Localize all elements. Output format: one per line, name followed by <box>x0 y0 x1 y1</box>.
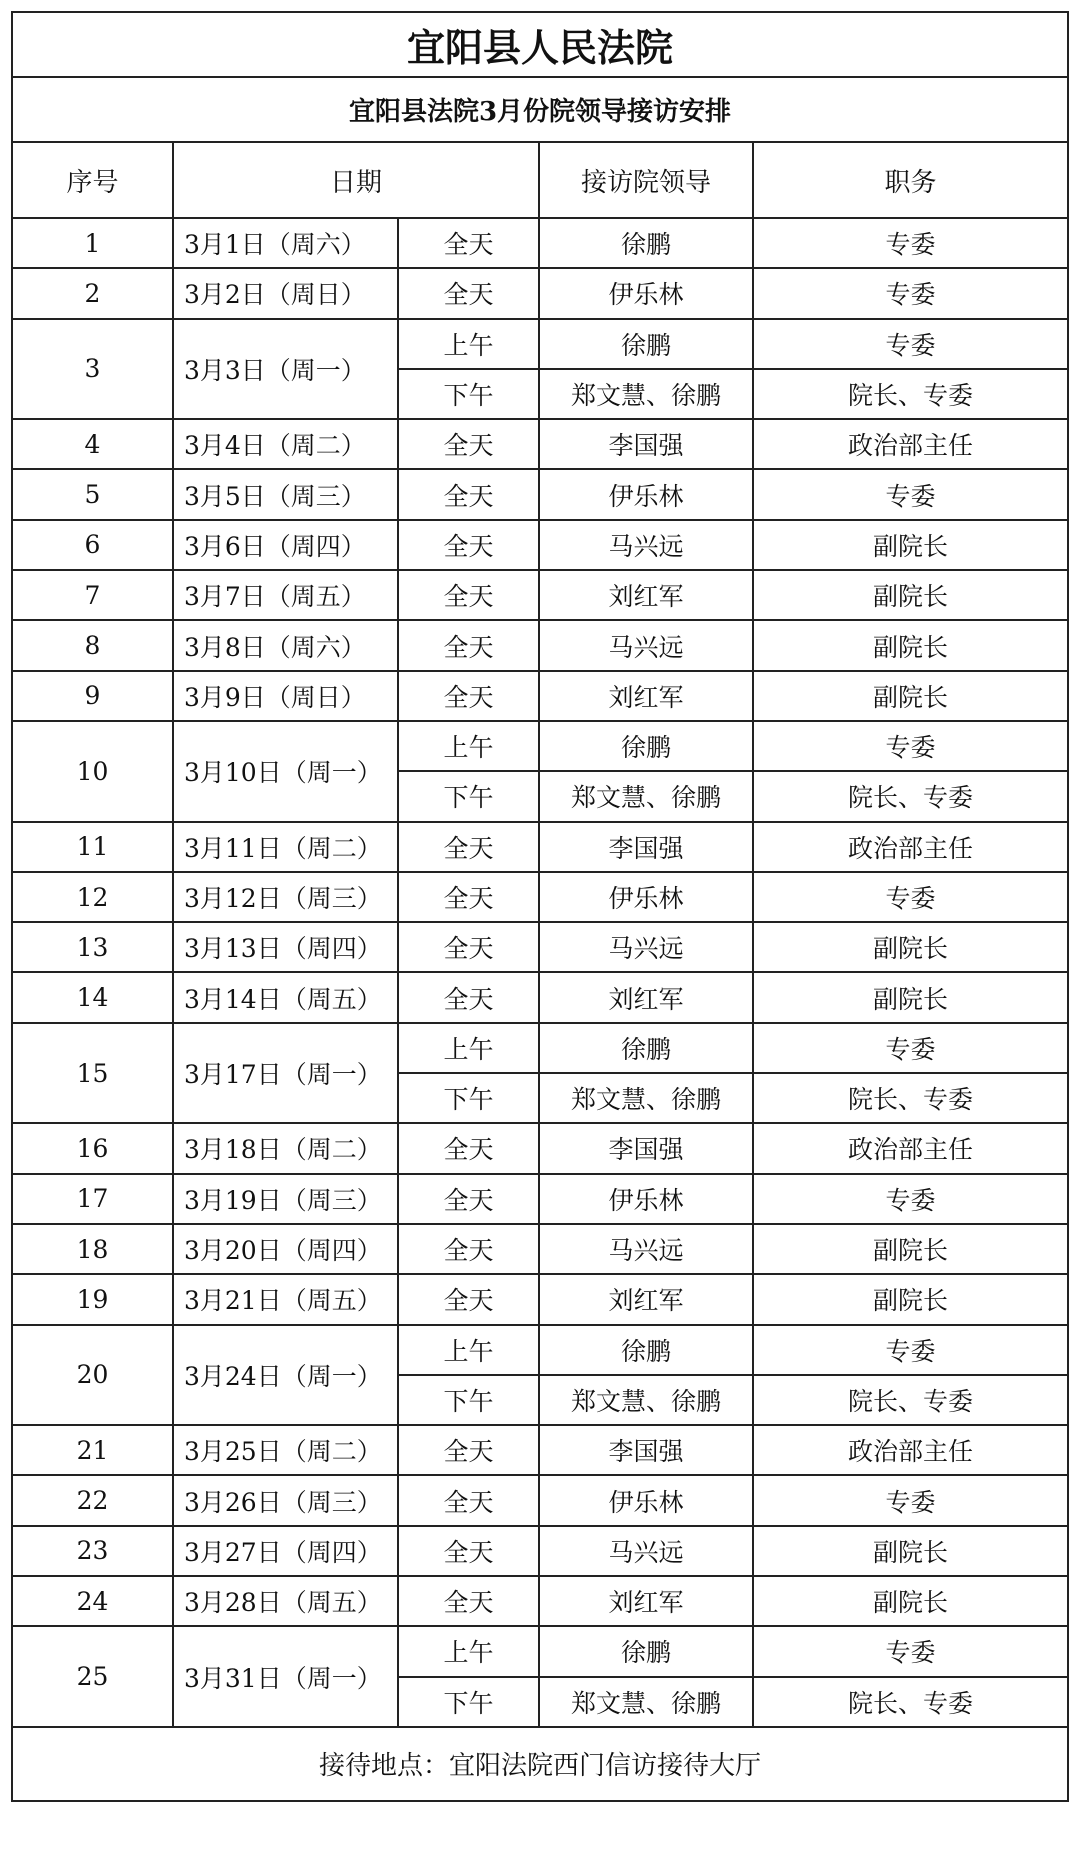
row-period: 全天 <box>398 419 539 469</box>
row-position: 专委 <box>753 872 1068 922</box>
row-leader: 刘红军 <box>539 1274 753 1324</box>
row-period: 上午 <box>398 721 539 771</box>
table-row <box>12 570 1068 620</box>
row-date: 3月21日（周五） <box>173 1274 398 1324</box>
row-number: 18 <box>12 1224 173 1274</box>
row-position: 副院长 <box>753 922 1068 972</box>
row-number: 6 <box>12 520 173 570</box>
row-leader: 马兴远 <box>539 922 753 972</box>
row-number: 8 <box>12 620 173 670</box>
row-number: 17 <box>12 1174 173 1224</box>
row-leader: 徐鹏 <box>539 721 753 771</box>
row-number: 5 <box>12 469 173 519</box>
row-period: 全天 <box>398 822 539 872</box>
row-leader: 伊乐林 <box>539 1174 753 1224</box>
row-number: 1 <box>12 218 173 268</box>
row-number: 22 <box>12 1475 173 1525</box>
row-period: 上午 <box>398 1023 539 1073</box>
row-number: 20 <box>12 1325 173 1426</box>
row-leader: 马兴远 <box>539 1526 753 1576</box>
row-number: 16 <box>12 1123 173 1173</box>
row-number: 21 <box>12 1425 173 1475</box>
row-period: 下午 <box>398 1677 539 1727</box>
row-number: 4 <box>12 419 173 469</box>
row-date: 3月25日（周二） <box>173 1425 398 1475</box>
table-subtitle: 宜阳县法院3月份院领导接访安排 <box>12 77 1068 142</box>
row-position: 专委 <box>753 319 1068 369</box>
table-row <box>12 972 1068 1022</box>
row-date: 3月7日（周五） <box>173 570 398 620</box>
row-position: 副院长 <box>753 1224 1068 1274</box>
table-row <box>12 721 1068 771</box>
row-date: 3月8日（周六） <box>173 620 398 670</box>
row-leader: 马兴远 <box>539 1224 753 1274</box>
row-leader: 伊乐林 <box>539 1475 753 1525</box>
header-date: 日期 <box>173 142 539 218</box>
row-date: 3月9日（周日） <box>173 671 398 721</box>
row-date: 3月27日（周四） <box>173 1526 398 1576</box>
row-leader: 徐鹏 <box>539 319 753 369</box>
row-position: 专委 <box>753 1626 1068 1676</box>
row-position: 专委 <box>753 218 1068 268</box>
row-position: 副院长 <box>753 972 1068 1022</box>
row-date: 3月24日（周一） <box>173 1325 398 1426</box>
row-position: 副院长 <box>753 520 1068 570</box>
table-row <box>12 520 1068 570</box>
row-date: 3月6日（周四） <box>173 520 398 570</box>
row-number: 15 <box>12 1023 173 1124</box>
table-row <box>12 922 1068 972</box>
table-row <box>12 319 1068 369</box>
row-date: 3月17日（周一） <box>173 1023 398 1124</box>
table-row <box>12 671 1068 721</box>
table-row <box>12 1023 1068 1073</box>
row-period: 全天 <box>398 922 539 972</box>
table-row <box>12 1626 1068 1676</box>
row-date: 3月1日（周六） <box>173 218 398 268</box>
row-period: 全天 <box>398 1274 539 1324</box>
row-date: 3月13日（周四） <box>173 922 398 972</box>
row-period: 全天 <box>398 570 539 620</box>
table-row <box>12 620 1068 670</box>
row-leader: 李国强 <box>539 822 753 872</box>
row-date: 3月3日（周一） <box>173 319 398 420</box>
row-number: 19 <box>12 1274 173 1324</box>
row-date: 3月18日（周二） <box>173 1123 398 1173</box>
row-leader: 刘红军 <box>539 972 753 1022</box>
row-leader: 李国强 <box>539 419 753 469</box>
row-period: 上午 <box>398 319 539 369</box>
row-position: 院长、专委 <box>753 1073 1068 1123</box>
row-leader: 李国强 <box>539 1123 753 1173</box>
row-position: 政治部主任 <box>753 1123 1068 1173</box>
row-period: 全天 <box>398 1224 539 1274</box>
table-row <box>12 1425 1068 1475</box>
row-period: 全天 <box>398 520 539 570</box>
row-leader: 刘红军 <box>539 570 753 620</box>
row-position: 院长、专委 <box>753 771 1068 821</box>
row-period: 上午 <box>398 1626 539 1676</box>
row-position: 副院长 <box>753 620 1068 670</box>
row-date: 3月2日（周日） <box>173 268 398 318</box>
row-position: 专委 <box>753 1325 1068 1375</box>
row-period: 全天 <box>398 1425 539 1475</box>
row-position: 副院长 <box>753 1576 1068 1626</box>
row-period: 全天 <box>398 218 539 268</box>
row-period: 下午 <box>398 1375 539 1425</box>
row-period: 全天 <box>398 1475 539 1525</box>
row-position: 专委 <box>753 1023 1068 1073</box>
footer-row <box>12 1727 1068 1801</box>
row-leader: 刘红军 <box>539 671 753 721</box>
row-date: 3月28日（周五） <box>173 1576 398 1626</box>
row-number: 13 <box>12 922 173 972</box>
table-row <box>12 469 1068 519</box>
reception-schedule-table <box>11 11 1069 1802</box>
row-period: 下午 <box>398 369 539 419</box>
row-position: 副院长 <box>753 1526 1068 1576</box>
row-leader: 徐鹏 <box>539 218 753 268</box>
row-date: 3月26日（周三） <box>173 1475 398 1525</box>
row-date: 3月20日（周四） <box>173 1224 398 1274</box>
row-number: 2 <box>12 268 173 318</box>
row-number: 10 <box>12 721 173 822</box>
row-period: 下午 <box>398 771 539 821</box>
row-date: 3月12日（周三） <box>173 872 398 922</box>
row-number: 3 <box>12 319 173 420</box>
row-position: 专委 <box>753 1475 1068 1525</box>
table-row <box>12 419 1068 469</box>
row-leader: 刘红军 <box>539 1576 753 1626</box>
table-row <box>12 1224 1068 1274</box>
row-date: 3月11日（周二） <box>173 822 398 872</box>
row-period: 全天 <box>398 872 539 922</box>
table-row <box>12 1526 1068 1576</box>
row-date: 3月10日（周一） <box>173 721 398 822</box>
header-leader: 接访院领导 <box>539 142 753 218</box>
row-date: 3月14日（周五） <box>173 972 398 1022</box>
row-date: 3月19日（周三） <box>173 1174 398 1224</box>
row-position: 院长、专委 <box>753 1677 1068 1727</box>
row-date: 3月4日（周二） <box>173 419 398 469</box>
header-no: 序号 <box>12 142 173 218</box>
row-period: 全天 <box>398 972 539 1022</box>
row-position: 副院长 <box>753 671 1068 721</box>
row-date: 3月31日（周一） <box>173 1626 398 1727</box>
row-position: 院长、专委 <box>753 1375 1068 1425</box>
row-period: 全天 <box>398 469 539 519</box>
row-position: 政治部主任 <box>753 1425 1068 1475</box>
row-period: 全天 <box>398 671 539 721</box>
row-number: 9 <box>12 671 173 721</box>
row-position: 专委 <box>753 1174 1068 1224</box>
row-leader: 伊乐林 <box>539 268 753 318</box>
row-position: 政治部主任 <box>753 419 1068 469</box>
row-leader: 徐鹏 <box>539 1626 753 1676</box>
row-position: 专委 <box>753 469 1068 519</box>
row-position: 政治部主任 <box>753 822 1068 872</box>
row-period: 全天 <box>398 1526 539 1576</box>
table-row <box>12 1274 1068 1324</box>
row-period: 全天 <box>398 1576 539 1626</box>
row-position: 副院长 <box>753 570 1068 620</box>
row-leader: 伊乐林 <box>539 872 753 922</box>
row-position: 专委 <box>753 721 1068 771</box>
row-position: 院长、专委 <box>753 369 1068 419</box>
row-leader: 郑文慧、徐鹏 <box>539 771 753 821</box>
row-number: 7 <box>12 570 173 620</box>
row-period: 全天 <box>398 268 539 318</box>
row-period: 全天 <box>398 620 539 670</box>
page-title: 宜阳县人民法院 <box>12 12 1068 77</box>
row-leader: 伊乐林 <box>539 469 753 519</box>
row-number: 23 <box>12 1526 173 1576</box>
table-row <box>12 1174 1068 1224</box>
row-number: 14 <box>12 972 173 1022</box>
row-leader: 徐鹏 <box>539 1023 753 1073</box>
schedule-sheet <box>11 11 1067 1802</box>
row-date: 3月5日（周三） <box>173 469 398 519</box>
table-row <box>12 1475 1068 1525</box>
row-leader: 马兴远 <box>539 620 753 670</box>
header-row <box>12 142 1068 218</box>
table-row <box>12 872 1068 922</box>
row-position: 专委 <box>753 268 1068 318</box>
row-period: 全天 <box>398 1174 539 1224</box>
table-row <box>12 268 1068 318</box>
table-row <box>12 1123 1068 1173</box>
row-leader: 郑文慧、徐鹏 <box>539 369 753 419</box>
row-leader: 郑文慧、徐鹏 <box>539 1375 753 1425</box>
row-position: 副院长 <box>753 1274 1068 1324</box>
row-period: 全天 <box>398 1123 539 1173</box>
table-row <box>12 218 1068 268</box>
table-row <box>12 822 1068 872</box>
row-leader: 郑文慧、徐鹏 <box>539 1677 753 1727</box>
row-leader: 李国强 <box>539 1425 753 1475</box>
row-leader: 马兴远 <box>539 520 753 570</box>
table-row <box>12 1576 1068 1626</box>
row-period: 下午 <box>398 1073 539 1123</box>
row-number: 12 <box>12 872 173 922</box>
header-position: 职务 <box>753 142 1068 218</box>
row-number: 25 <box>12 1626 173 1727</box>
table-row <box>12 1325 1068 1375</box>
row-number: 11 <box>12 822 173 872</box>
row-leader: 徐鹏 <box>539 1325 753 1375</box>
row-number: 24 <box>12 1576 173 1626</box>
row-period: 上午 <box>398 1325 539 1375</box>
reception-location: 接待地点：宜阳法院西门信访接待大厅 <box>12 1727 1068 1801</box>
row-leader: 郑文慧、徐鹏 <box>539 1073 753 1123</box>
